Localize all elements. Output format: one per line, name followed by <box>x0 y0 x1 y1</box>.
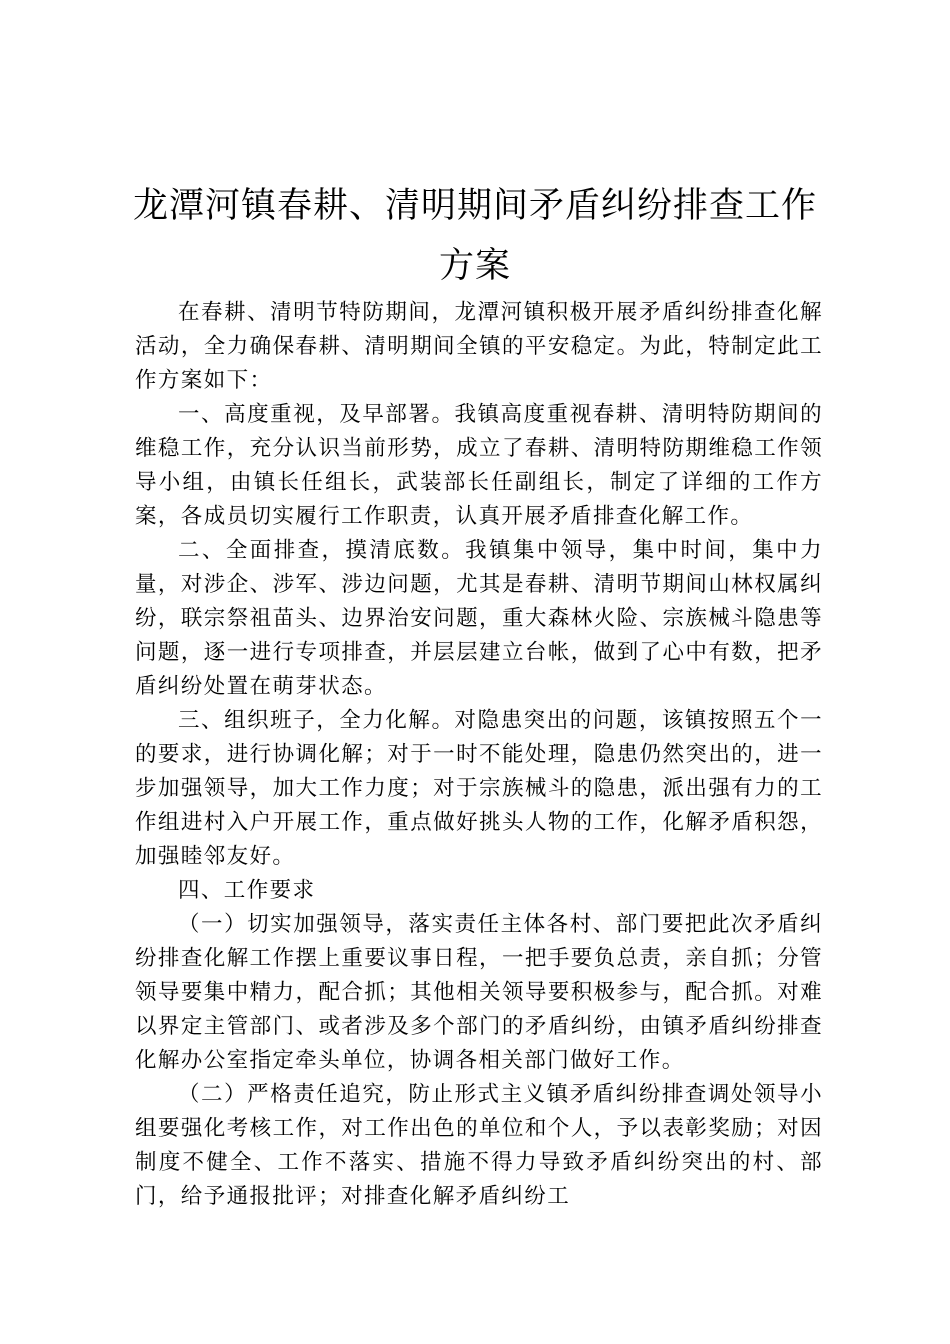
document-title-line-2: 方案 <box>438 246 511 286</box>
requirement-1-paragraph: （一）切实加强领导，落实责任主体各村、部门要把此次矛盾纠纷排查化解工作摆上重要议事日程，一把手要负总责，亲自抓；分管领导要集中精力，配合抓；其他相关领导要积极参与，配合抓。对难以界定主管部门、或者涉及多个部门的矛盾纠纷，由镇矛盾纠纷排查化解办公室指定牵头单位，协调各相关部门做好工作。 <box>135 912 823 1073</box>
section-1-paragraph: 一、高度重视，及早部署。我镇高度重视春耕、清明特防期间的维稳工作，充分认识当前形势，成立了春耕、清明特防期维稳工作领导小组，由镇长任组长，武装部长任副组长，制定了详细的工作方案，各成员切实履行工作职责，认真开展矛盾排查化解工作。 <box>135 402 823 529</box>
section-4-heading: 四、工作要求 <box>178 878 316 903</box>
section-2-paragraph: 二、全面排查，摸清底数。我镇集中领导，集中时间，集中力量，对涉企、涉军、涉边问题，尤其是春耕、清明节期间山林权属纠纷，联宗祭祖苗头、边界治安问题，重大森林火险、宗族械斗隐患等问题，逐一进行专项排查，并层层建立台帐，做到了心中有数，把矛盾纠纷处置在萌芽状态。 <box>135 538 823 699</box>
document-body <box>135 296 823 1214</box>
section-3-paragraph: 三、组织班子，全力化解。对隐患突出的问题，该镇按照五个一的要求，进行协调化解；对于一时不能处理，隐患仍然突出的，进一步加强领导，加大工作力度；对于宗族械斗的隐患，派出强有力的工作组进村入户开展工作，重点做好挑头人物的工作，化解矛盾积怨，加强睦邻友好。 <box>135 708 823 869</box>
requirement-2-paragraph: （二）严格责任追究，防止形式主义镇矛盾纠纷排查调处领导小组要强化考核工作，对工作出色的单位和个人，予以表彰奖励；对因制度不健全、工作不落实、措施不得力导致矛盾纠纷突出的村、部门，给予通报批评；对排查化解矛盾纠纷工 <box>135 1082 823 1209</box>
intro-paragraph: 在春耕、清明节特防期间，龙潭河镇积极开展矛盾纠纷排查化解活动，全力确保春耕、清明期间全镇的平安稳定。为此，特制定此工作方案如下： <box>135 300 823 393</box>
document-title-line-1: 龙潭河镇春耕、清明期间矛盾纠纷排查工作 <box>132 186 817 226</box>
